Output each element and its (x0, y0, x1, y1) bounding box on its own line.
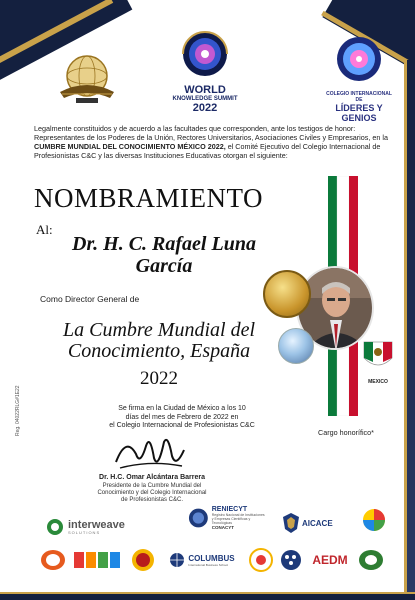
recipient-name-line1: Dr. H. C. Rafael Luna (72, 233, 256, 255)
mexico-coat-of-arms-icon (360, 338, 396, 374)
intro-paragraph (34, 124, 389, 160)
decorative-gold-stripe-right (404, 60, 407, 600)
dots-badge-icon (280, 549, 302, 571)
certificate-title: NOMBRAMIENTO (34, 183, 264, 213)
mexico-shield (360, 338, 396, 384)
partner-logo-2 (72, 547, 124, 573)
intro-text-bold: CUMBRE MUNDIAL DEL CONOCIMIENTO MÉXICO 2022, (34, 142, 226, 152)
hologram-seal-icon (278, 328, 314, 364)
lideres-line1: COLEGIO INTERNACIONAL DE (326, 91, 392, 103)
gold-seal-icon (263, 270, 311, 318)
reniecyt-logo (188, 506, 268, 546)
summit-globe-icon (177, 28, 233, 80)
summit-title: WORLD (184, 84, 226, 96)
interweave-name: interweave (68, 518, 125, 531)
registration-number: Reg. 04022RLG#1E22 (15, 385, 21, 436)
cargo-note: Cargo honorífico* (318, 428, 374, 437)
summit-year: 2022 (192, 102, 218, 114)
partner-logo-last (356, 547, 386, 573)
reniecyt-globe-icon (188, 507, 209, 529)
aicace-name: AICACE (302, 518, 333, 528)
summit-subtitle: KNOWLEDGE SUMMIT (172, 96, 238, 102)
reniecyt-sub1: Registro Nacional de Instituciones (211, 513, 265, 517)
mexico-label: MEXICO (368, 379, 388, 385)
partner-logo-ed (248, 547, 274, 573)
reniecyt-conacyt: CONACYT (211, 525, 234, 530)
intro-text-part1: Legalmente constituidos y de acuerdo a las facultades que corresponden, ante los testigos de honor: Representantes de los Poderes de la Unión, Rectores Universitarios, Asociaciones Civiles y Empresarios, en la (34, 124, 388, 143)
lideres-line2: LÍDERES Y GENIOS (335, 103, 383, 123)
columbus-logo (162, 547, 242, 573)
lideres-emblem-icon (334, 34, 384, 84)
decorative-band-bottom (0, 594, 415, 600)
partner-laurel-icon (358, 549, 384, 571)
recipient-name-line2: García (135, 255, 193, 277)
decorative-gold-stripe-bottom (0, 592, 415, 594)
signer-title-line1: Presidente de la Cumbre Mundial del (102, 483, 202, 489)
reniecyt-title: RENIECYT (211, 506, 248, 513)
signer-title-line3: de Profesionistas C&C. (120, 497, 184, 504)
signing-line1: Se firma en la Ciudad de México a los 10 (118, 405, 246, 412)
colegio-lideres-logo (322, 34, 396, 123)
recipient-name (34, 233, 294, 277)
aicace-shield-icon (282, 512, 300, 534)
event-name-line1: La Cumbre Mundial del (62, 319, 256, 341)
globe-award-icon (52, 48, 122, 110)
partner-logo-3 (128, 547, 158, 573)
intro-text-part2: el Comité Ejecutivo del Colegio Internacional de Profesionistas C&C y las diversas Instituciones Educativas otorgan el siguiente: (34, 142, 381, 161)
role-text: Como Director General de (40, 294, 140, 304)
ed-badge-icon (249, 548, 273, 572)
interweave-icon (46, 518, 64, 536)
interweave-logo (46, 516, 126, 538)
signer-title (72, 483, 232, 505)
reniecyt-sub2: y Empresas Científicas y Tecnológicas (211, 517, 251, 525)
coem-badge-icon (131, 548, 155, 572)
signer-title-line2: Conocimiento y del Colegio Internacional (97, 490, 207, 497)
columbus-name: COLUMBUS (188, 553, 235, 563)
aedm-logo: AEDM (312, 553, 348, 567)
signing-line3: el Colegio Internacional de Profesionistas C&C (109, 422, 255, 429)
aicace-logo (282, 508, 344, 538)
handwritten-signature-icon (110, 432, 190, 474)
event-name (34, 320, 284, 362)
signer-name: Dr. H.C. Omar Alcántara Barrera (99, 474, 205, 481)
interweave-sub: SOLUTIONS (68, 529, 101, 535)
partner-colorbar-icon (74, 550, 122, 570)
partner-logo-dots (278, 547, 304, 573)
partner-badge-icon (40, 549, 66, 571)
world-knowledge-summit-logo (170, 28, 240, 118)
signing-line2: días del mes de Febrero de 2022 en (125, 413, 239, 421)
columbus-sub: International Business School (188, 562, 228, 567)
partner-logos-row (38, 547, 388, 573)
event-name-line2: Conocimiento, España (67, 340, 251, 362)
signing-text (92, 405, 272, 431)
to-label: Al: (36, 222, 53, 237)
event-year: 2022 (140, 368, 178, 389)
decorative-band-right (407, 60, 415, 600)
columbus-globe-icon (169, 552, 185, 568)
partner-logo-1 (38, 547, 68, 573)
colorful-ball-icon (362, 508, 386, 532)
